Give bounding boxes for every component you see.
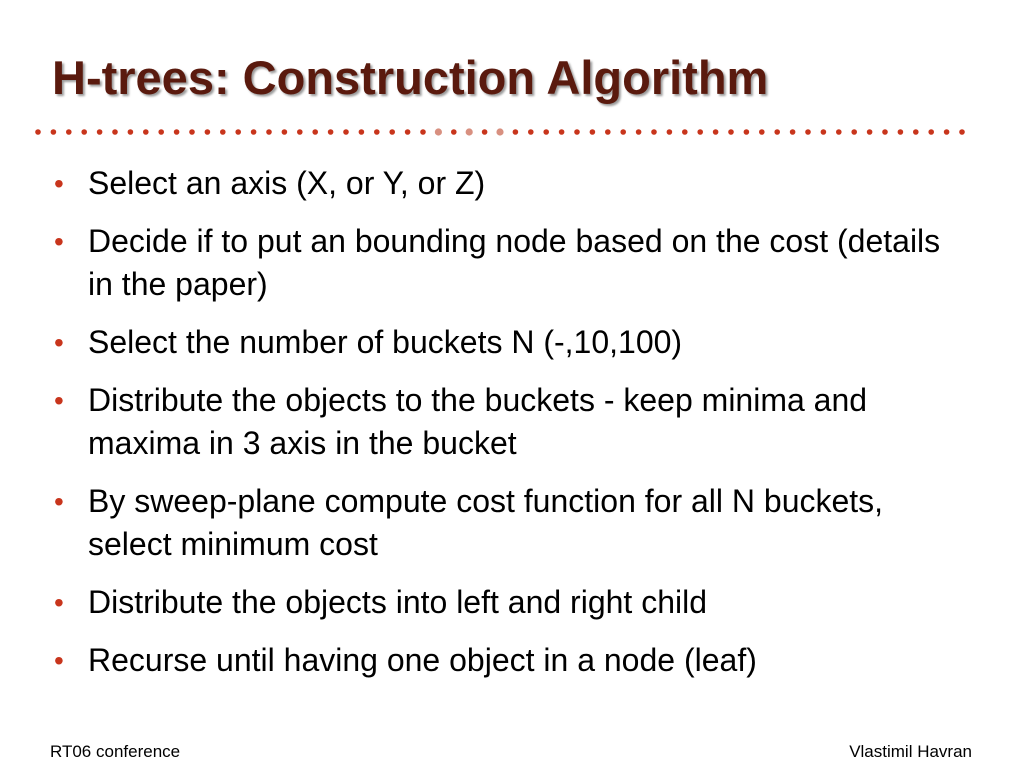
bullet-item-5 <box>48 480 948 566</box>
divider-dot <box>174 129 180 135</box>
divider-dot <box>496 128 503 135</box>
bullet-text: Distribute the objects to the buckets - keep minima and maxima in 3 axis in the bucket <box>88 382 868 461</box>
divider-dot <box>312 129 318 135</box>
divider-dot <box>35 129 41 135</box>
bullet-text: Select an axis (X, or Y, or Z) <box>88 165 486 201</box>
divider-dot <box>882 129 888 135</box>
bullet-text: By sweep-plane compute cost function for all N buckets, select minimum cost <box>88 483 884 562</box>
divider-dot <box>189 129 195 135</box>
divider-dot <box>805 129 811 135</box>
divider-dot <box>713 129 719 135</box>
divider-dot <box>389 129 395 135</box>
divider-dot <box>235 129 241 135</box>
bullet-icon: • <box>54 486 64 517</box>
divider-dot <box>774 129 780 135</box>
divider-dot <box>466 128 473 135</box>
divider-dot <box>297 129 303 135</box>
divider-dot <box>574 129 580 135</box>
divider-dot <box>359 129 365 135</box>
footer-author: Vlastimil Havran <box>849 742 972 761</box>
divider-dot <box>867 129 873 135</box>
divider-dot <box>682 129 688 135</box>
bullet-item-3 <box>48 321 948 364</box>
divider-dot <box>898 129 904 135</box>
bullet-list <box>48 162 948 697</box>
bullet-item-1 <box>48 162 948 205</box>
divider-dot <box>158 129 164 135</box>
divider-dot <box>482 129 488 135</box>
bullet-icon: • <box>54 327 64 358</box>
divider-dot <box>205 129 211 135</box>
divider-dot <box>944 129 950 135</box>
divider-dot <box>128 129 134 135</box>
divider-dot <box>282 129 288 135</box>
divider-dot <box>759 129 765 135</box>
slide-title: H-trees: Construction Algorithm <box>52 51 769 104</box>
bullet-icon: • <box>54 645 64 676</box>
bullet-item-4 <box>48 379 948 465</box>
divider-dot <box>744 129 750 135</box>
divider-dot <box>913 129 919 135</box>
divider-dot <box>81 129 87 135</box>
divider-dot <box>451 129 457 135</box>
divider-dot <box>513 129 519 135</box>
divider-dot <box>405 129 411 135</box>
divider-dot <box>435 128 442 135</box>
divider-dot <box>420 129 426 135</box>
divider-dot <box>620 129 626 135</box>
divider-dot <box>790 129 796 135</box>
bullet-text: Select the number of buckets N (-,10,100) <box>88 324 683 360</box>
divider-dot <box>851 129 857 135</box>
divider-dot <box>374 129 380 135</box>
footer-conference: RT06 conference <box>50 742 181 761</box>
bullet-icon: • <box>54 226 64 257</box>
divider-dot <box>143 129 149 135</box>
divider-dot <box>528 129 534 135</box>
divider-dot <box>66 129 72 135</box>
divider-dot <box>651 129 657 135</box>
divider-dot <box>959 129 965 135</box>
divider-dot <box>836 129 842 135</box>
divider-dot <box>97 129 103 135</box>
bullet-icon: • <box>54 168 64 199</box>
bullet-text: Distribute the objects into left and right child <box>88 584 707 620</box>
divider-dot <box>343 129 349 135</box>
divider-dot <box>697 129 703 135</box>
bullet-item-6 <box>48 581 948 624</box>
divider-dot <box>667 129 673 135</box>
divider-dot <box>220 129 226 135</box>
divider-dot <box>51 129 57 135</box>
divider-dot <box>928 129 934 135</box>
bullet-item-2 <box>48 220 948 306</box>
bullet-icon: • <box>54 385 64 416</box>
bullet-text: Recurse until having one object in a node (leaf) <box>88 642 757 678</box>
divider-dot <box>821 129 827 135</box>
bullet-item-7 <box>48 639 948 682</box>
divider-dot <box>636 129 642 135</box>
divider-dot <box>590 129 596 135</box>
bullet-icon: • <box>54 587 64 618</box>
dotted-divider <box>34 124 974 140</box>
divider-dot <box>559 129 565 135</box>
divider-dot <box>605 129 611 135</box>
bullet-text: Decide if to put an bounding node based on the cost (details in the paper) <box>88 223 941 302</box>
divider-dot <box>112 129 118 135</box>
divider-dot <box>266 129 272 135</box>
divider-dot <box>728 129 734 135</box>
divider-dot <box>251 129 257 135</box>
divider-dot <box>543 129 549 135</box>
divider-dot <box>328 129 334 135</box>
